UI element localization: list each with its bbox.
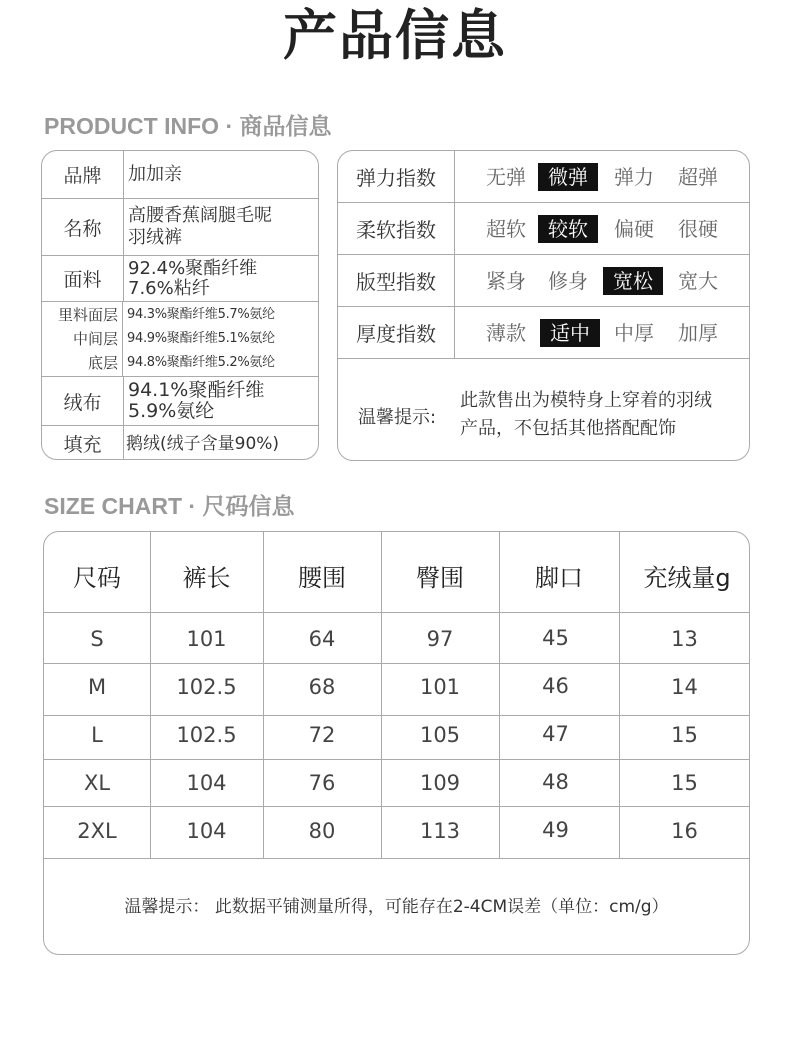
table-cell: 72 [308,723,336,747]
index-option: 修身 [548,269,588,293]
index-key: 柔软指数 [338,203,455,254]
row-key: 面料 [42,256,124,301]
size-chart-table [43,531,750,955]
column-header: 尺码 [73,564,121,592]
column-header: 臀围 [416,564,464,592]
note-text: 此款售出为模特身上穿着的羽绒 产品，不包括其他搭配配饰 [460,390,712,439]
table-row [338,307,749,359]
table-cell: 105 [419,723,461,747]
table-row [42,255,318,301]
table-cell: 48 [542,770,569,794]
index-option: 超弹 [678,165,718,189]
table-cell: 97 [426,627,454,651]
fit-index-table [337,150,750,461]
table-row [338,151,749,203]
table-cell: 2XL [77,819,117,843]
table-cell: 47 [542,722,569,746]
row-value: 92.4%聚酯纤维 7.6%粘纤 [128,257,258,299]
table-row [42,198,318,255]
row-value: 高腰香蕉阔腿毛呢 羽绒裤 [128,205,272,248]
fit-note [338,359,749,461]
table-cell: S [90,627,104,651]
table-cell: 113 [419,819,461,843]
row-value: 94.1%聚酯纤维 5.9%氨纶 [128,379,265,422]
row-value: 鹅绒(绒子含量90%) [126,433,280,454]
index-option: 薄款 [486,321,526,345]
index-option: 宽大 [678,269,718,293]
index-option: 偏硬 [614,217,654,241]
product-info-heading: PRODUCT INFO · 商品信息 [44,113,332,139]
table-cell: M [87,675,107,699]
note-label: 温馨提示: [358,407,437,428]
table-row [42,425,318,460]
row-key: 名称 [42,199,124,255]
column-header: 腰围 [298,564,346,592]
table-cell: 15 [671,771,698,795]
index-option-selected: 较软 [538,215,598,243]
index-option: 超软 [486,217,526,241]
table-row [338,255,749,307]
column-header: 脚口 [535,564,583,592]
row-key: 品牌 [42,151,124,198]
table-cell: 49 [542,818,569,842]
table-cell: 101 [186,627,227,651]
index-option: 紧身 [486,269,526,293]
row-key: 绒布 [42,377,124,425]
index-option: 加厚 [678,321,718,345]
table-cell: 13 [671,627,698,651]
table-cell: 64 [308,627,336,651]
column-header: 裤长 [182,564,231,592]
table-cell: 46 [542,674,569,698]
table-cell: 109 [419,771,461,795]
row-key: 填充 [42,426,124,460]
index-option: 弹力 [614,165,654,189]
table-row [42,376,318,425]
table-cell: 76 [308,771,336,795]
index-key: 弹力指数 [338,151,455,202]
table-cell: 16 [671,819,698,843]
size-chart-heading: SIZE CHART · 尺码信息 [44,493,295,519]
table-cell: 101 [419,675,461,699]
row-value: 94.3%聚酯纤维5.7%氨纶 94.9%聚酯纤维5.1%氨纶 94.8%聚酯纤维5.2%氨纶 [127,307,275,370]
index-option: 无弹 [486,165,526,189]
table-cell: 104 [186,819,227,843]
product-info-table [41,150,319,460]
table-cell: 102.5 [176,675,237,699]
table-row [42,301,318,376]
index-key: 厚度指数 [338,307,455,358]
table-cell: 102.5 [176,723,237,747]
table-cell: XL [83,771,111,795]
table-cell: 45 [542,626,569,650]
size-note: 温馨提示： 此数据平铺测量所得，可能存在2-4CM误差（单位：cm/g） [124,897,669,917]
index-option-selected: 适中 [540,319,600,347]
table-cell: 104 [186,771,227,795]
index-option: 中厚 [614,321,654,345]
table-cell: 14 [671,675,698,699]
column-header: 充绒量g [643,564,731,592]
table-cell: 68 [308,675,336,699]
index-option-selected: 宽松 [603,267,663,295]
table-row [42,151,318,198]
table-cell: 80 [308,819,336,843]
page-title: 产品信息 [283,4,507,67]
row-value: 加加亲 [128,163,182,185]
table-row [338,203,749,255]
index-key: 版型指数 [338,255,455,306]
index-option-selected: 微弹 [538,163,598,191]
index-option: 很硬 [678,217,718,241]
row-key: 里料面层 中间层 底层 [42,302,123,376]
table-cell: L [91,723,103,747]
table-cell: 15 [671,723,698,747]
